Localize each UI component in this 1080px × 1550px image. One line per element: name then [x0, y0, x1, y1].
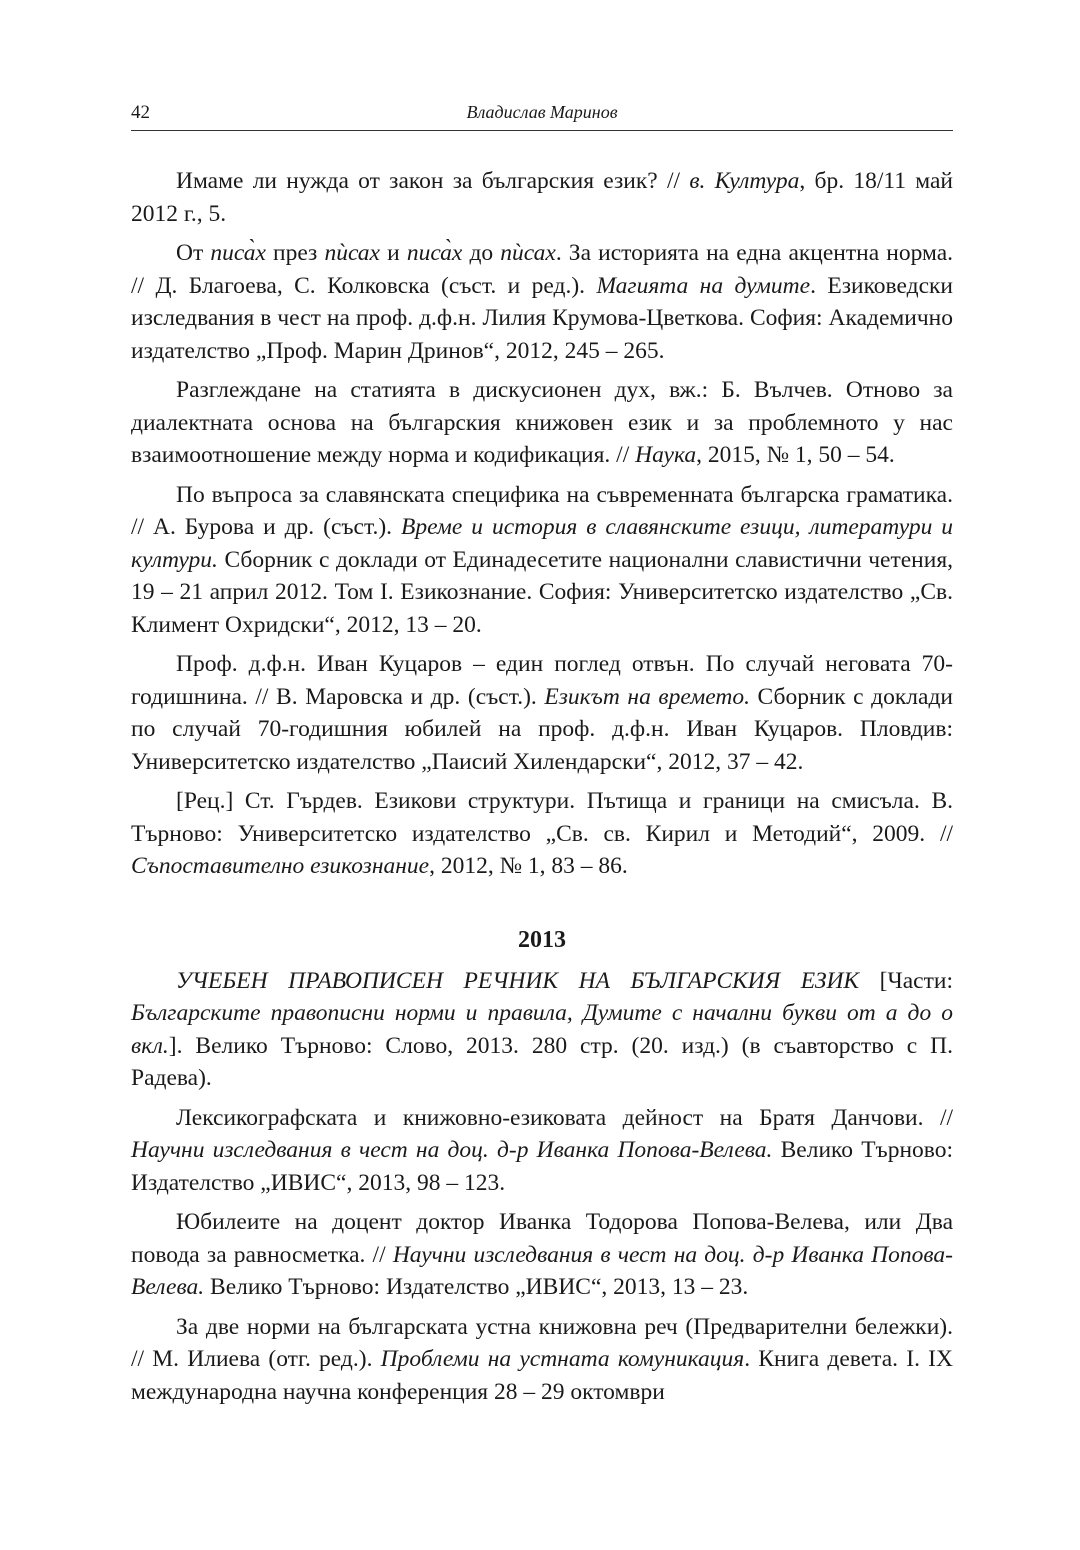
entry-text: [Рец.] Ст. Гърдев. Езикови структури. Пътища и граници на смисъла. В. Търново: Университетско издателство „Св. св. Кирил и Методий“, 2009. //: [131, 788, 953, 847]
entry-text: Сборник с доклади от Единадесетите национални славистични четения, 19 – 21 април 2012. Том I. Езикознание. София: Университетско издателство „Св. Климент Охридски“, 2012, 13 – 20.: [131, 546, 953, 638]
entry-text: и: [379, 240, 407, 266]
bibliography-content: [131, 165, 953, 1415]
bibliography-entry: [131, 374, 953, 472]
bibliography-entry: [131, 479, 953, 642]
bibliography-entry: [131, 965, 953, 1095]
bibliography-entry: [131, 1102, 953, 1200]
entry-italic-text: писа̀х: [406, 240, 463, 266]
entry-text: По въпроса за славянската специфика на съвременната българска граматика. // А. Бурова и др. (съст.).: [131, 481, 953, 540]
entry-italic-text: пѝсах: [500, 240, 556, 266]
entry-italic-text: Време и история в славянските езици, литератури и култури.: [131, 514, 953, 573]
bibliography-entry: [131, 648, 953, 778]
entry-text: през: [265, 240, 325, 266]
entry-text: Проф. д.ф.н. Иван Куцаров – един поглед отвън. По случай неговата 70-годишнина. // В. Маровска и др. (съст.).: [131, 651, 953, 710]
entry-text: Лексикографската и книжовно-езиковата дейност на Братя Данчови. //: [176, 1104, 953, 1131]
bibliography-entry: [131, 785, 953, 883]
entry-text: . За историята на една акцентна норма. // Д. Благоева, С. Колковска (съст. и ред.).: [131, 240, 954, 299]
entry-text: Сборник с доклади по случай 70-годишния юбилей на проф. д.ф.н. Иван Куцаров. Пловдив: Университетско издателство „Паисий Хилендарски“, 2012, 37 – 42.: [131, 683, 953, 775]
bibliography-entry: [131, 237, 953, 367]
entry-italic-text: Езикът на времето.: [544, 683, 750, 710]
entry-text: Юбилеите на доцент доктор Иванка Тодорова Попова-Велева, или Два повода за равносметка. //: [131, 1209, 953, 1268]
entry-italic-text: Българските правописни норми и правила, Думите с начални букви от а до о вкл.: [131, 1000, 953, 1059]
entry-text: За две норми на българската устна книжовна реч (Предварителни бележки). // М. Илиева (отг. ред.).: [131, 1313, 953, 1372]
running-head-author: Владислав Маринов: [466, 102, 618, 122]
entry-text: . Езиковедски изследвания в чест на проф. д.ф.н. Лилия Крумова-Цветкова. София: Академично издателство „Проф. Марин Дринов“, 2012, 245 – 265.: [131, 272, 954, 364]
entry-italic-text: Научни изследвания в чест на доц. д-р Иванка Попова-Велева.: [131, 1241, 953, 1300]
running-head: [131, 100, 953, 131]
entry-italic-text: писа̀х: [210, 240, 266, 266]
entry-text: Велико Търново: Издателство „ИВИС“, 2013, 13 – 23.: [204, 1274, 749, 1300]
entry-text: [Части:: [859, 967, 953, 994]
entry-italic-text: Проблеми на устната комуникация: [380, 1346, 745, 1372]
entry-italic-text: в. Култура: [689, 168, 800, 194]
entry-text: От: [176, 240, 211, 266]
entry-italic-text: Наука: [635, 442, 697, 468]
bibliography-entry: [131, 1206, 953, 1304]
entry-italic-text: Магията на думите: [596, 272, 811, 299]
entry-text: , 2015, № 1, 50 – 54.: [696, 442, 895, 468]
entry-text: Имаме ли нужда от закон за българския език? //: [176, 168, 690, 194]
entry-text: Разглеждане на статията в дискусионен дух, вж.: Б. Вълчев. Отново за диалектната основа на българския книжовен език и за проблемното у нас взаимоотношение между норма и кодификация. //: [131, 377, 953, 468]
entry-italic-text: Съпоставително езикознание: [131, 853, 430, 879]
entry-text: Велико Търново: Издателство „ИВИС“, 2013, 98 – 123.: [131, 1137, 954, 1196]
year-heading: 2013: [518, 926, 566, 953]
entry-text: ]. Велико Търново: Слово, 2013. 280 стр. (20. изд.) (в съавторство с П. Радева).: [131, 1032, 953, 1091]
entry-italic-text: пѝсах: [324, 240, 380, 266]
page-number: 42: [131, 102, 150, 123]
entry-text: , бр. 18/11 май 2012 г., 5.: [131, 168, 954, 227]
entry-text: . Книга девета. I. IX международна научна конференция 28 – 29 октомври: [131, 1346, 953, 1405]
entry-italic-text: УЧЕБЕН ПРАВОПИСЕН РЕЧНИК НА БЪЛГАРСКИЯ ЕЗИК: [176, 967, 860, 994]
entry-text: до: [462, 240, 501, 266]
entry-text: , 2012, № 1, 83 – 86.: [429, 853, 628, 879]
entry-italic-text: Научни изследвания в чест на доц. д-р Иванка Попова-Велева.: [131, 1137, 773, 1163]
bibliography-entry: [131, 1311, 953, 1409]
bibliography-entry: [131, 165, 953, 230]
